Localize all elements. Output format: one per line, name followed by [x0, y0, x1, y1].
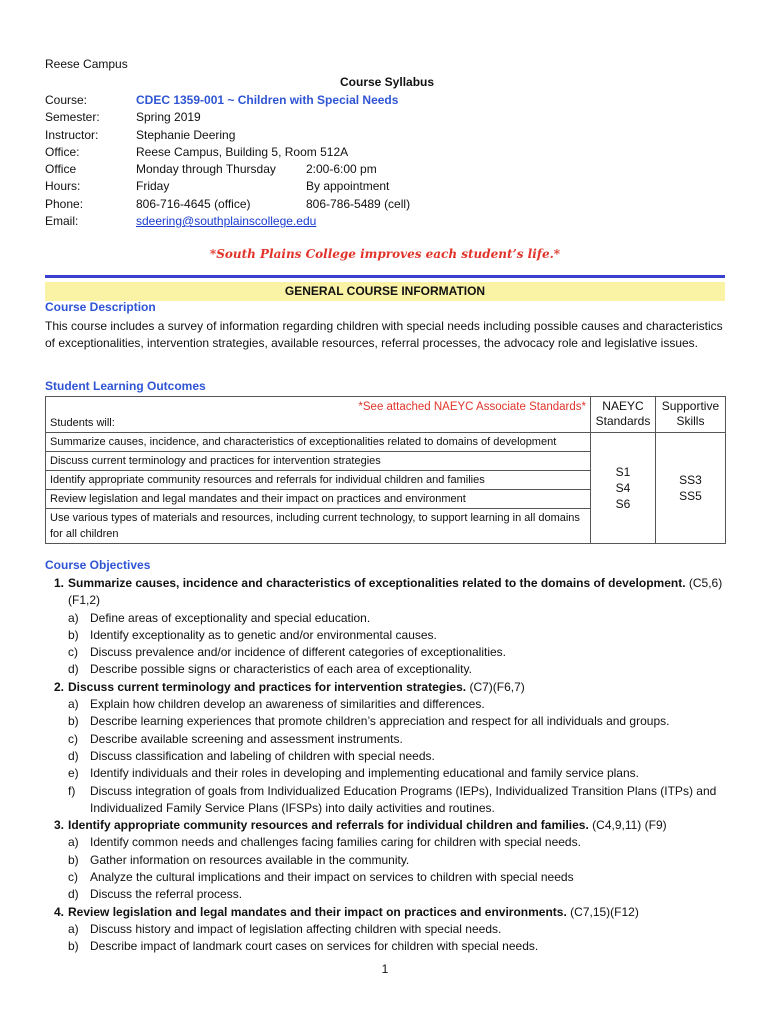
objective-subitem	[54, 610, 726, 627]
objective-subitem	[54, 748, 726, 765]
subitem-letter: b)	[68, 939, 79, 954]
objective-subitem	[54, 852, 726, 869]
semester-value: Spring 2019	[136, 110, 201, 125]
office-hours-time1: 2:00-6:00 pm	[306, 162, 377, 177]
office-label: Office:	[45, 144, 80, 159]
general-info-banner: GENERAL COURSE INFORMATION	[45, 282, 725, 301]
subitem-text: Discuss prevalence and/or incidence of different categories of exceptionalities.	[90, 645, 507, 660]
outcome-item: Discuss current terminology and practices for intervention strategies	[46, 452, 591, 471]
objective-heading	[54, 679, 726, 696]
subitem-text: Discuss classification and labeling of children with special needs.	[90, 748, 435, 763]
learning-outcomes-table	[45, 396, 726, 544]
objective-subitem	[54, 731, 726, 748]
objective-codes: (C7)(F6,7)	[469, 679, 525, 694]
naeyc-note: *See attached NAEYC Associate Standards*	[358, 401, 586, 413]
objective-subitem	[54, 644, 726, 661]
subitem-text: Discuss the referral process.	[90, 887, 243, 902]
objective-heading	[54, 575, 726, 610]
course-objectives-heading: Course Objectives	[45, 558, 151, 572]
subitem-text: Describe impact of landmark court cases on services for children with special needs.	[90, 939, 539, 954]
office-hours-time2: By appointment	[306, 179, 390, 194]
objective-number: 1.	[54, 576, 65, 590]
subitem-letter: a)	[68, 921, 79, 936]
subitem-text: Discuss integration of goals from Individualized Education Programs (IEPs), Individualized Transition Plans (ITPs) and Individualized Family Service Plans (IFSPs) into daily activities and routines.	[90, 783, 717, 815]
objective-title: Identify appropriate community resources and referrals for individual children and families.	[68, 818, 589, 833]
subitem-letter: b)	[68, 852, 79, 867]
phone-office: 806-716-4645 (office)	[136, 196, 251, 211]
objective-item	[54, 575, 726, 679]
email-link[interactable]: sdeering@southplainscollege.edu	[136, 214, 317, 229]
objective-title: Discuss current terminology and practices for intervention strategies.	[68, 679, 467, 694]
supportive-skill: SS5	[679, 489, 702, 503]
outcome-item: Identify appropriate community resources and referrals for individual children and families	[46, 471, 591, 490]
objective-codes: (C7,15)(F12)	[570, 904, 639, 919]
subitem-letter: d)	[68, 887, 79, 902]
subitem-letter: d)	[68, 748, 79, 763]
outcomes-header-cell	[46, 397, 591, 433]
objective-subitem	[54, 661, 726, 678]
objective-subitem	[54, 696, 726, 713]
objective-title: Summarize causes, incidence and characteristics of exceptionalities related to the domains of development.	[68, 576, 686, 590]
objective-heading	[54, 817, 726, 834]
objective-subitem	[54, 783, 726, 818]
subitem-text: Identify exceptionality as to genetic and/or environmental causes.	[90, 627, 437, 642]
subitem-text: Describe possible signs or characteristics of each area of exceptionality.	[90, 662, 472, 677]
objective-item	[54, 817, 726, 903]
office-hours-day1: Monday through Thursday	[136, 162, 276, 177]
course-label: Course:	[45, 93, 88, 107]
syllabus-title: Course Syllabus	[340, 75, 435, 89]
objective-item	[54, 679, 726, 817]
objective-subitem	[54, 834, 726, 851]
learning-outcomes-heading: Student Learning Outcomes	[45, 379, 206, 393]
subitem-letter: b)	[68, 627, 79, 642]
objective-subitem	[54, 886, 726, 903]
supportive-skill: SS3	[679, 473, 702, 487]
subitem-letter: c)	[68, 645, 78, 660]
objective-subitem	[54, 765, 726, 782]
subitem-text: Discuss history and impact of legislation affecting children with special needs.	[90, 921, 502, 936]
course-value: CDEC 1359-001 ~ Children with Special Needs	[136, 93, 399, 107]
objective-number: 2.	[54, 679, 65, 694]
instructor-value: Stephanie Deering	[136, 127, 236, 142]
phone-cell: 806-786-5489 (cell)	[306, 196, 411, 211]
objective-heading	[54, 904, 726, 921]
naeyc-standard: S4	[615, 481, 631, 495]
subitem-text: Explain how children develop an awareness of similarities and differences.	[90, 697, 485, 712]
supportive-column-header: Supportive Skills	[655, 397, 725, 433]
objective-subitem	[54, 713, 726, 730]
objective-title: Review legislation and legal mandates and their impact on practices and environments.	[68, 904, 567, 919]
subitem-text: Describe learning experiences that promote children’s appreciation and respect for all individuals and groups.	[90, 714, 670, 729]
office-hours-day2: Friday	[136, 179, 170, 194]
naeyc-standard: S6	[615, 497, 631, 511]
divider-rule	[45, 275, 725, 278]
subitem-letter: c)	[68, 870, 78, 885]
objective-codes: (C5,6)(F1,2)	[68, 576, 723, 608]
objective-subitem	[54, 921, 726, 938]
subitem-letter: a)	[68, 610, 79, 625]
subitem-text: Define areas of exceptionality and special education.	[90, 610, 371, 625]
outcome-item: Use various types of materials and resources, including current technology, to support learning in all domains for all children	[46, 509, 591, 544]
naeyc-column-header: NAEYC Standards	[591, 397, 656, 433]
objective-number: 4.	[54, 904, 65, 919]
office-hours-label: Office Hours:	[45, 162, 81, 194]
students-will-label: Students will:	[50, 417, 115, 429]
course-description-text: This course includes a survey of information regarding children with special needs including possible causes and characteristics of exceptionalities, intervention strategies, available resources, referral processes, the advocacy role and legislative issues.	[45, 319, 723, 351]
subitem-letter: a)	[68, 697, 79, 712]
outcomes-header-row	[46, 397, 726, 433]
outcome-item: Review legislation and legal mandates and their impact on practices and environment	[46, 490, 591, 509]
objective-codes: (C4,9,11) (F9)	[592, 818, 667, 833]
objective-subitem	[54, 869, 726, 886]
outcome-row	[46, 433, 726, 452]
course-description-heading: Course Description	[45, 300, 156, 314]
campus-name: Reese Campus	[45, 57, 128, 71]
supportive-skills-cell	[655, 433, 725, 544]
instructor-label: Instructor:	[45, 127, 99, 142]
subitem-text: Identify individuals and their roles in developing and implementing educational and family service plans.	[90, 766, 639, 781]
subitem-letter: c)	[68, 731, 78, 746]
subitem-letter: a)	[68, 835, 79, 850]
naeyc-standard: S1	[615, 465, 631, 479]
office-value: Reese Campus, Building 5, Room 512A	[136, 144, 349, 159]
subitem-letter: b)	[68, 714, 79, 729]
naeyc-standards-cell	[591, 433, 656, 544]
subitem-text: Describe available screening and assessment instruments.	[90, 731, 403, 746]
objective-subitem	[54, 938, 726, 955]
college-motto: *South Plains College improves each student’s life.*	[209, 247, 561, 261]
page-number: 1	[381, 962, 389, 976]
subitem-text: Gather information on resources available in the community.	[90, 852, 410, 867]
subitem-letter: e)	[68, 766, 79, 781]
objective-item	[54, 904, 726, 956]
subitem-letter: f)	[68, 783, 76, 798]
objective-number: 3.	[54, 818, 65, 833]
subitem-text: Identify common needs and challenges facing families caring for children with special needs.	[90, 835, 581, 850]
subitem-letter: d)	[68, 662, 79, 677]
course-objectives-list	[54, 575, 726, 956]
outcome-item: Summarize causes, incidence, and characteristics of exceptionalities related to domains of development	[46, 433, 591, 452]
email-label: Email:	[45, 214, 79, 229]
phone-label: Phone:	[45, 196, 84, 211]
subitem-text: Analyze the cultural implications and their impact on services to children with special needs	[90, 870, 574, 885]
objective-subitem	[54, 627, 726, 644]
semester-label: Semester:	[45, 110, 100, 125]
